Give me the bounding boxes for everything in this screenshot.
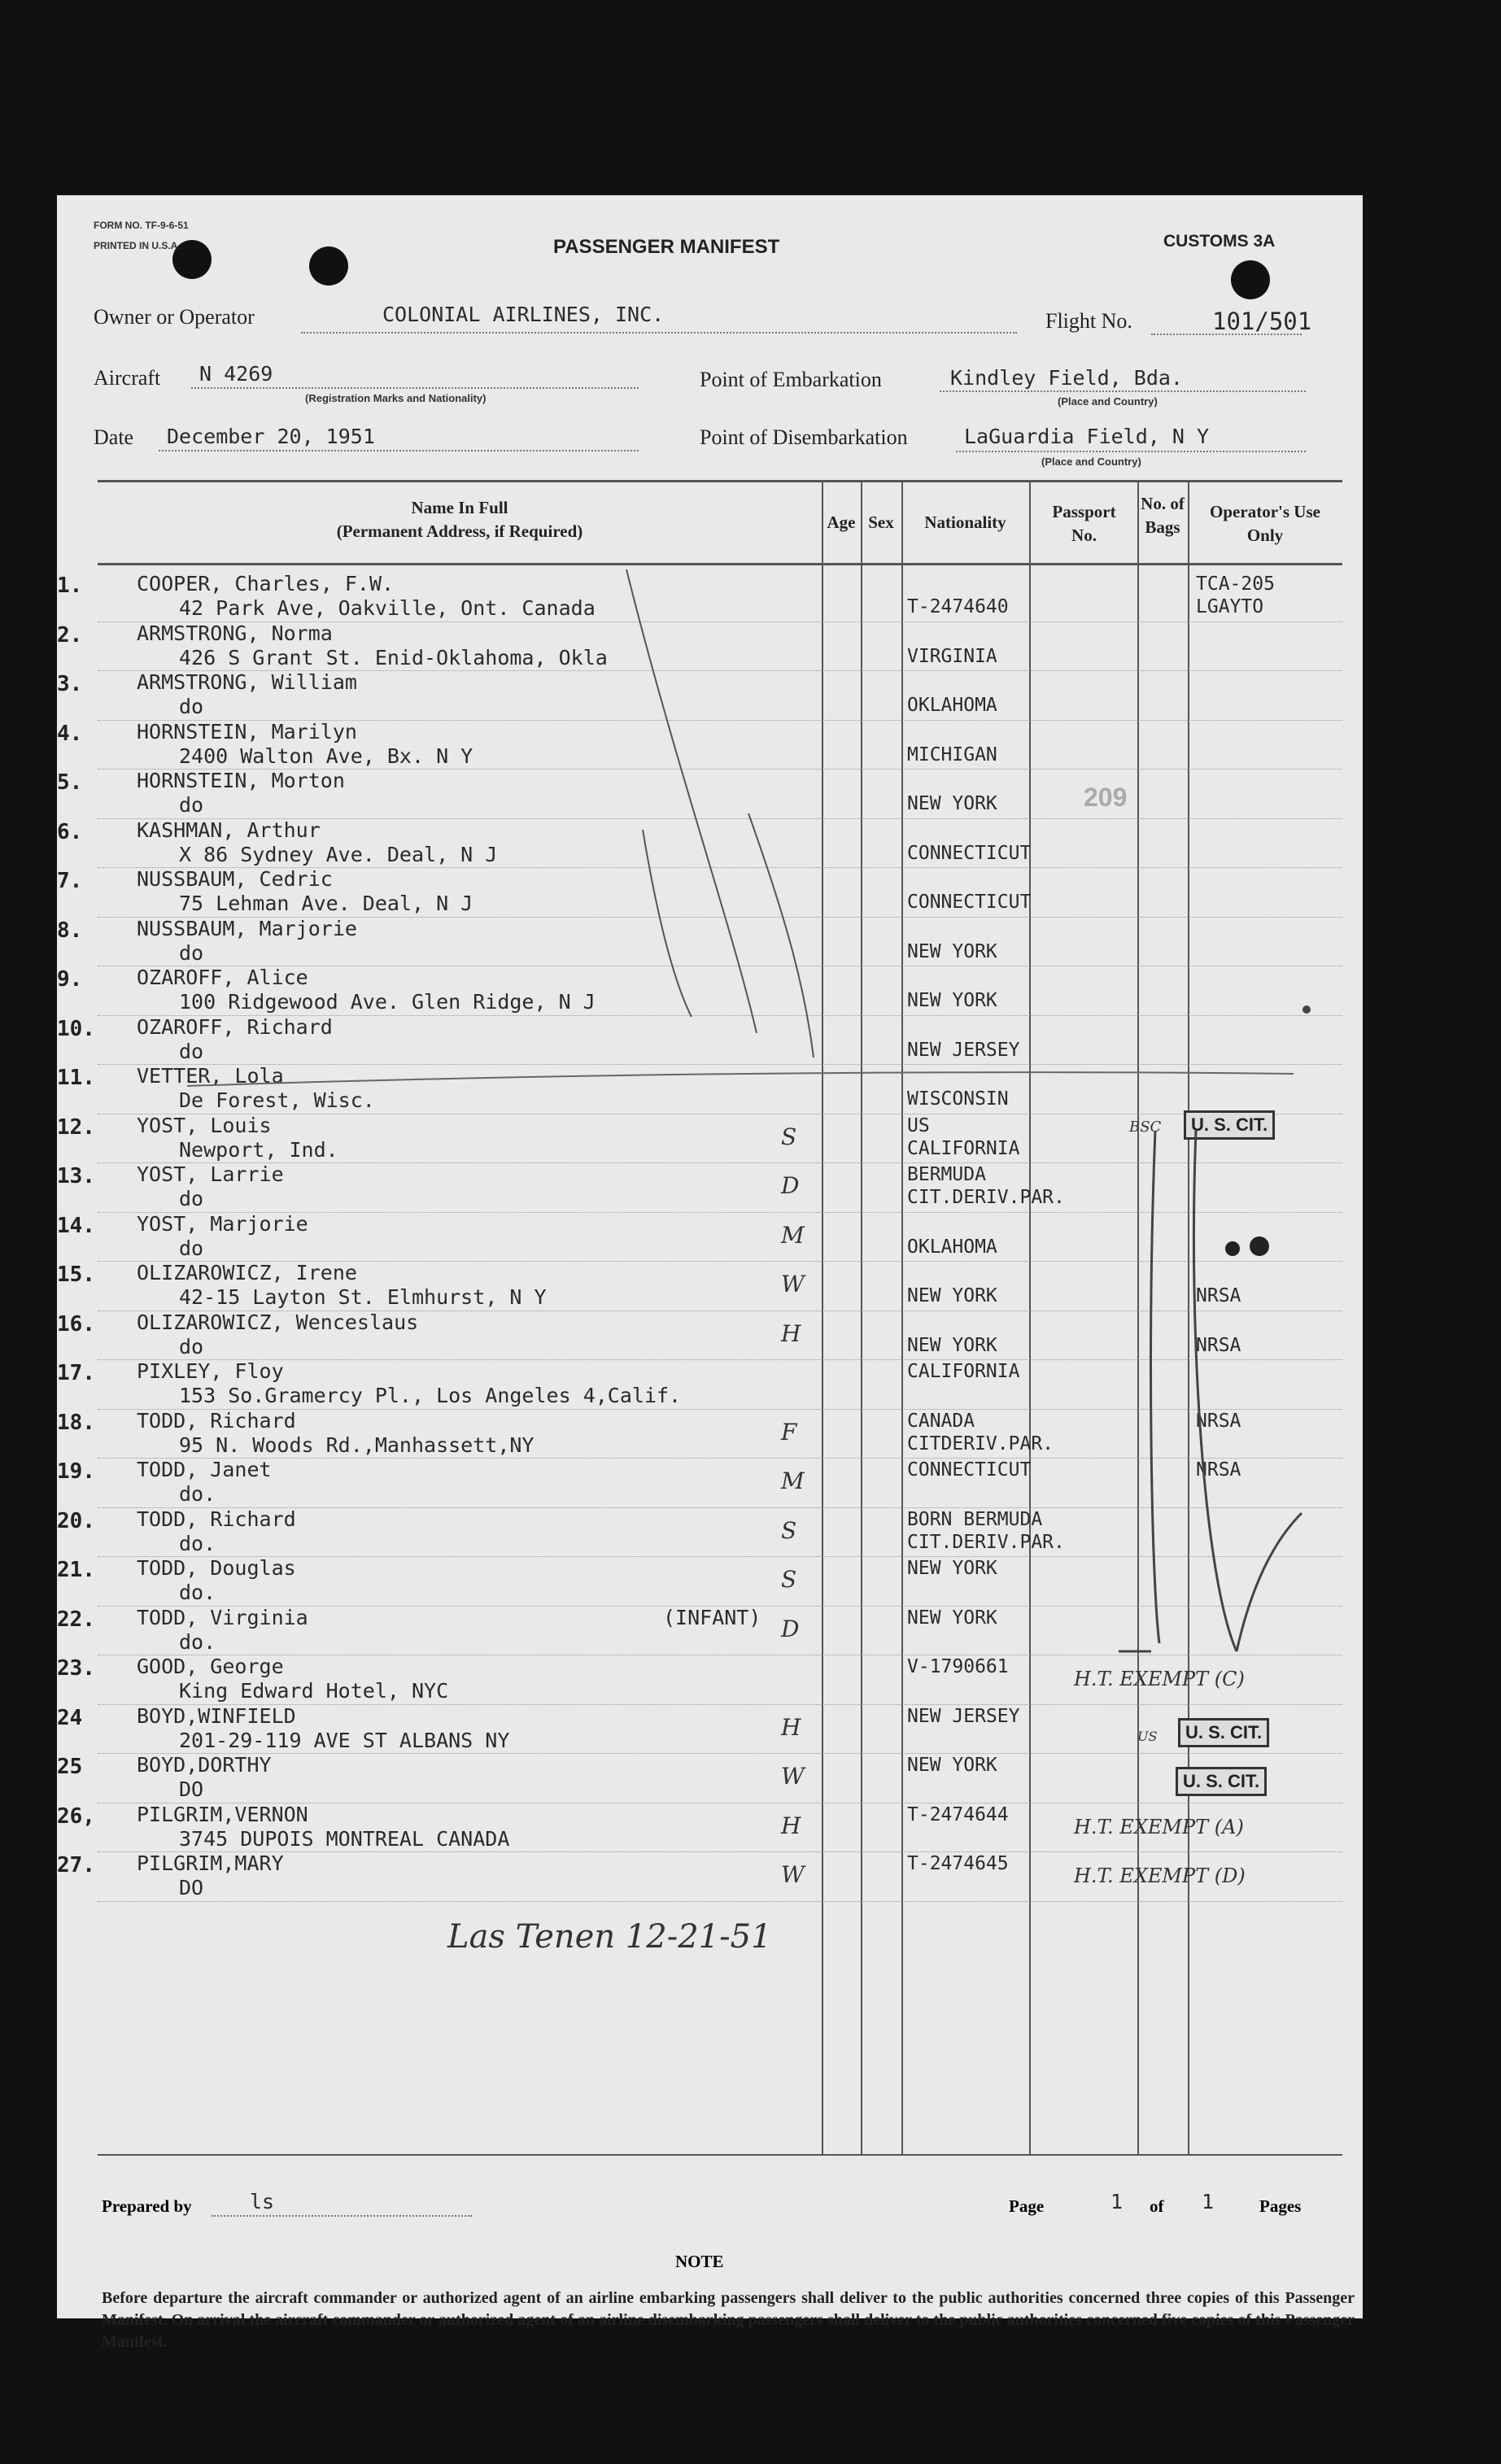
embark-label: Point of Embarkation: [700, 368, 882, 391]
nationality-line2: NEW YORK: [907, 1285, 997, 1306]
aircraft-value: N 4269: [199, 362, 273, 386]
prepared-by-value: ls: [250, 2190, 275, 2213]
col-header-sex: Sex: [868, 512, 894, 532]
row-number: 12.: [57, 1114, 95, 1140]
note-title: NOTE: [675, 2252, 724, 2271]
form-title: PASSENGER MANIFEST: [553, 236, 780, 258]
passenger-name: HORNSTEIN, Marilyn: [137, 719, 357, 744]
passenger-address: 75 Lehman Ave. Deal, N J: [179, 892, 473, 915]
operator-use-line2: LGAYTO: [1196, 596, 1264, 617]
row-number: 16.: [57, 1311, 95, 1337]
disembark-sub: (Place and Country): [1041, 456, 1141, 468]
row-number: 8.: [57, 918, 83, 943]
sex-mark: D: [781, 1172, 800, 1199]
nationality-line2: CONNECTICUT: [907, 842, 1032, 864]
col-name-label: Name In Full: [411, 498, 508, 517]
passenger-address: do: [179, 1039, 204, 1063]
embark-sub: (Place and Country): [1058, 395, 1158, 408]
date-value: December 20, 1951: [167, 425, 375, 448]
manifest-page: [57, 195, 1363, 2351]
passenger-address: De Forest, Wisc.: [179, 1088, 375, 1112]
row-number: 15.: [57, 1263, 95, 1287]
col-header-age: Age: [827, 512, 856, 532]
page-value: 1: [1110, 2190, 1124, 2213]
infant-note: (INFANT): [663, 1605, 761, 1629]
exempt-annotation: H.T. EXEMPT (D): [1074, 1864, 1246, 1887]
passenger-name: KASHMAN, Arthur: [137, 818, 321, 842]
nationality-line2: NEW YORK: [907, 940, 997, 962]
passenger-name: OLIZAROWICZ, Irene: [137, 1261, 357, 1284]
row-number: 26,: [57, 1803, 95, 1829]
passenger-address: DO: [179, 1777, 204, 1801]
us-annotation-24: US: [1137, 1729, 1158, 1744]
col-header-operator: Operator's Use Only: [1210, 502, 1320, 546]
row-number: 20.: [57, 1508, 95, 1533]
passenger-address: 2400 Walton Ave, Bx. N Y: [179, 744, 473, 768]
nationality: V-1790661: [907, 1656, 1009, 1677]
passenger-address: 95 N. Woods Rd.,Manhassett,NY: [179, 1433, 535, 1457]
nationality-line2: NEW YORK: [907, 990, 997, 1011]
nationality-line2: VIRGINIA: [907, 645, 997, 667]
sex-mark: S: [781, 1516, 797, 1544]
nationality-line2: CIT.DERIV.PAR.: [907, 1187, 1065, 1208]
row-number: 22.: [57, 1607, 95, 1632]
prepared-by-label: Prepared by: [102, 2196, 192, 2216]
passenger-name: VETTER, Lola: [137, 1064, 284, 1088]
nationality: NEW YORK: [907, 1755, 997, 1776]
pages-label: Pages: [1259, 2196, 1302, 2216]
passenger-address: do: [179, 1236, 204, 1260]
sex-mark: H: [781, 1713, 801, 1741]
passenger-name: OZAROFF, Alice: [137, 966, 308, 989]
passenger-name: YOST, Marjorie: [137, 1211, 308, 1236]
row-number: 19.: [57, 1459, 95, 1484]
note-text: Before departure the aircraft commander or authorized agent of an airline embarking passengers shall deliver to the public authorities concerned three copies of this Passenger Manifest. On arrival the aircraft commander or authorized agent of an airline disembarking passengers shall deliver to the public authorities concerned five copies of this Passenger Manifest.: [102, 2289, 1355, 2351]
passenger-name: PILGRIM,MARY: [137, 1851, 284, 1875]
row-number: 23.: [57, 1656, 95, 1681]
passenger-name: BOYD,DORTHY: [137, 1753, 272, 1777]
passenger-name: OLIZAROWICZ, Wenceslaus: [137, 1310, 419, 1334]
passenger-address: 100 Ridgewood Ave. Glen Ridge, N J: [179, 990, 596, 1014]
sex-mark: H: [781, 1319, 801, 1347]
nationality-line2: CALIFORNIA: [907, 1137, 1020, 1159]
row-number: 21.: [57, 1558, 95, 1582]
passenger-name: ARMSTRONG, Norma: [137, 621, 333, 645]
passenger-name: PILGRIM,VERNON: [137, 1802, 308, 1826]
passenger-name: TODD, Douglas: [137, 1556, 296, 1580]
nationality: US: [907, 1114, 930, 1136]
passenger-name: TODD, Janet: [137, 1458, 272, 1481]
table-bottom-rule: [98, 2154, 1342, 2156]
col-header-bags: No. of Bags: [1141, 494, 1185, 538]
us-cit-stamp-12: U. S. CIT.: [1184, 1110, 1275, 1140]
col-name-sublabel: (Permanent Address, if Required): [336, 521, 583, 542]
row-number: 10.: [57, 1016, 95, 1041]
passenger-address: do: [179, 793, 204, 817]
sex-mark: M: [781, 1221, 805, 1249]
flight-label: Flight No.: [1045, 309, 1132, 333]
passenger-address: 42-15 Layton St. Elmhurst, N Y: [179, 1285, 547, 1309]
passenger-name: HORNSTEIN, Morton: [137, 769, 345, 792]
passenger-address: 153 So.Gramercy Pl., Los Angeles 4,Calif.: [179, 1384, 682, 1407]
date-label: Date: [94, 425, 134, 449]
row-number: 5.: [57, 770, 83, 795]
operator-use: NRSA: [1196, 1410, 1241, 1432]
passenger-name: COOPER, Charles, F.W.: [137, 572, 395, 595]
passenger-name: YOST, Louis: [137, 1113, 272, 1137]
passenger-address: 3745 DUPOIS MONTREAL CANADA: [179, 1826, 510, 1851]
nationality: T-2474644: [907, 1803, 1009, 1825]
nationality-line2: NEW JERSEY: [907, 1039, 1020, 1061]
passenger-address: Newport, Ind.: [179, 1137, 338, 1162]
passenger-address: 201-29-119 AVE ST ALBANS NY: [179, 1728, 510, 1752]
passenger-address: do: [179, 1334, 204, 1358]
sex-mark: W: [781, 1763, 805, 1790]
nationality: CONNECTICUT: [907, 1459, 1032, 1481]
row-number: 1.: [57, 573, 83, 598]
prepared-dotline: [212, 2215, 472, 2217]
row-number: 27.: [57, 1853, 95, 1877]
nationality: BORN BERMUDA: [907, 1508, 1043, 1530]
passenger-name: TODD, Virginia: [137, 1605, 308, 1629]
row-number: 11.: [57, 1066, 95, 1090]
passenger-address: 42 Park Ave, Oakville, Ont. Canada: [179, 596, 596, 620]
passenger-address: do.: [179, 1482, 216, 1506]
nationality-line2: CONNECTICUT: [907, 892, 1032, 913]
nationality: CALIFORNIA: [907, 1361, 1020, 1382]
row-number: 7.: [57, 869, 83, 893]
passenger-name: NUSSBAUM, Marjorie: [137, 916, 357, 940]
bsc-annotation: BSC: [1129, 1119, 1162, 1136]
nationality-line2: OKLAHOMA: [907, 1236, 997, 1258]
row-number: 13.: [57, 1164, 95, 1188]
sex-mark: F: [781, 1418, 797, 1446]
passenger-name: BOYD,WINFIELD: [137, 1703, 296, 1728]
row-number: 3.: [57, 672, 83, 696]
disembark-label: Point of Disembarkation: [700, 425, 908, 449]
nationality-line2: NEW YORK: [907, 793, 997, 814]
nationality: NEW YORK: [907, 1607, 997, 1629]
us-cit-stamp-25: U. S. CIT.: [1176, 1767, 1267, 1796]
col-header-passport: Passport No.: [1052, 502, 1116, 546]
handwritten-marks: [57, 195, 1363, 2318]
sex-mark: W: [781, 1271, 805, 1297]
sex-mark: S: [781, 1566, 797, 1593]
passenger-name: TODD, Richard: [137, 1507, 296, 1531]
sex-mark: M: [781, 1467, 805, 1494]
operator-use-line2: NRSA: [1196, 1334, 1241, 1356]
sex-mark: H: [781, 1812, 801, 1839]
row-number: 2.: [57, 622, 83, 648]
row-number: 9.: [57, 967, 83, 992]
nationality-line2: OKLAHOMA: [907, 695, 997, 716]
passenger-name: TODD, Richard: [137, 1408, 296, 1433]
nationality: T-2474645: [907, 1853, 1009, 1874]
passenger-address: do.: [179, 1531, 216, 1555]
nationality-line2: NEW YORK: [907, 1334, 997, 1356]
passenger-address: King Edward Hotel, NYC: [179, 1679, 449, 1703]
operator-use: TCA-205: [1196, 573, 1275, 595]
row-number: 14.: [57, 1213, 95, 1238]
passenger-name: OZAROFF, Richard: [137, 1014, 333, 1039]
exempt-annotation: H.T. EXEMPT (C): [1074, 1668, 1245, 1690]
owner-value: COLONIAL AIRLINES, INC.: [382, 303, 665, 326]
passenger-name: GOOD, George: [137, 1655, 284, 1678]
row-number: 18.: [57, 1410, 95, 1435]
page-label: Page: [1009, 2196, 1045, 2216]
nationality-line2: CIT.DERIV.PAR.: [907, 1531, 1065, 1553]
of-label: of: [1150, 2196, 1164, 2216]
passenger-address: do: [179, 1187, 204, 1210]
aircraft-label: Aircraft: [94, 366, 161, 390]
nationality-line2: WISCONSIN: [907, 1088, 1009, 1110]
nationality-line2: T-2474640: [907, 596, 1009, 617]
passenger-address: do.: [179, 1581, 216, 1604]
nationality: NEW JERSEY: [907, 1705, 1020, 1727]
passenger-address: X 86 Sydney Ave. Deal, N J: [179, 842, 498, 866]
of-value: 1: [1202, 2190, 1215, 2213]
passenger-name: YOST, Larrie: [137, 1162, 284, 1186]
passenger-address: do.: [179, 1629, 216, 1654]
disembark-value: LaGuardia Field, N Y: [964, 425, 1210, 448]
passenger-name: ARMSTRONG, William: [137, 670, 357, 694]
row-number: 17.: [57, 1361, 95, 1385]
us-cit-stamp-24: U. S. CIT.: [1178, 1718, 1269, 1747]
printed-in: PRINTED IN U.S.A.: [94, 240, 181, 251]
exempt-annotation: H.T. EXEMPT (A): [1074, 1815, 1244, 1838]
col-header-nationality: Nationality: [924, 512, 1006, 532]
nationality: NEW YORK: [907, 1558, 997, 1579]
nationality: BERMUDA: [907, 1164, 986, 1185]
passenger-address: DO: [179, 1876, 204, 1899]
embark-value: Kindley Field, Bda.: [950, 366, 1183, 390]
passenger-address: do: [179, 940, 204, 965]
passenger-address: 426 S Grant St. Enid-Oklahoma, Okla: [179, 645, 608, 669]
passenger-name: NUSSBAUM, Cedric: [137, 867, 333, 891]
sex-mark: S: [781, 1123, 797, 1150]
nationality-line2: MICHIGAN: [907, 744, 997, 765]
row-number: 6.: [57, 819, 83, 844]
owner-label: Owner or Operator: [94, 305, 255, 329]
sex-mark: W: [781, 1861, 805, 1888]
form-number: FORM NO. TF-9-6-51: [94, 220, 189, 231]
signature: Las Tenen 12-21-51: [447, 1918, 772, 1956]
nationality-line2: CITDERIV.PAR.: [907, 1433, 1054, 1454]
flight-value: 101/501: [1212, 307, 1312, 335]
sex-mark: D: [781, 1615, 800, 1642]
row-number: 25: [57, 1755, 83, 1779]
operator-use-line2: NRSA: [1196, 1285, 1241, 1306]
row-number: 4.: [57, 721, 83, 746]
passenger-address: do: [179, 695, 204, 718]
passenger-name: PIXLEY, Floy: [137, 1359, 284, 1383]
aircraft-sub: (Registration Marks and Nationality): [305, 392, 487, 404]
operator-use: NRSA: [1196, 1459, 1241, 1481]
nationality: CANADA: [907, 1410, 975, 1432]
stamp-209: 209: [1084, 783, 1128, 812]
customs-label: CUSTOMS 3A: [1163, 232, 1276, 251]
row-number: 24: [57, 1705, 83, 1730]
